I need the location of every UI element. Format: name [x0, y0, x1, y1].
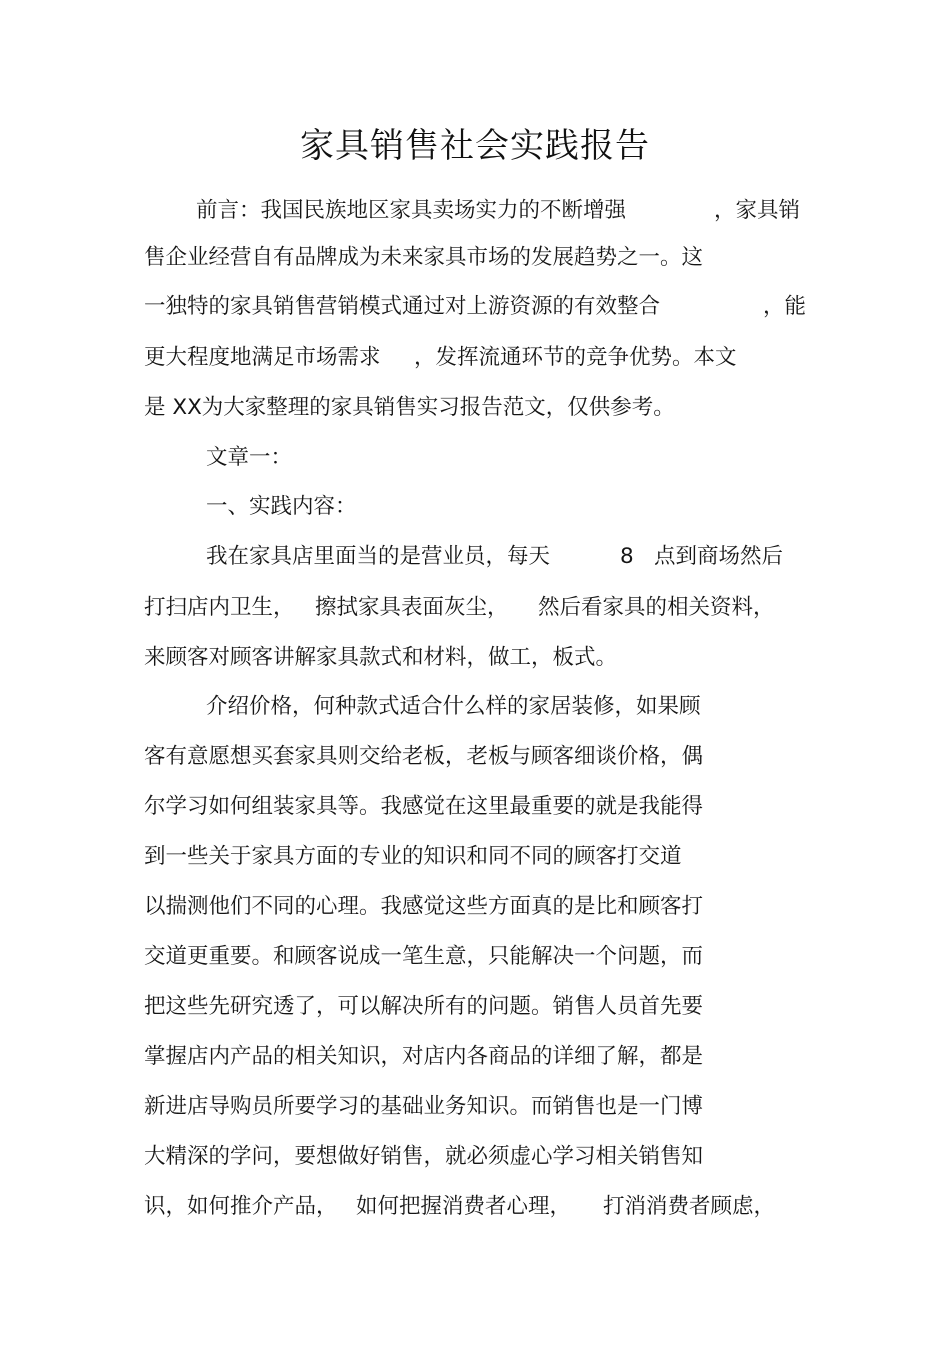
text-line: 尔学习如何组装家具等。我感觉在这里最重要的就是我能得	[144, 794, 704, 819]
text-line: 然后看家具的相关资料，	[538, 595, 775, 620]
text-line: 掌握店内产品的相关知识，对店内各商品的详细了解，都是	[144, 1044, 704, 1069]
text-line: 大精深的学问，要想做好销售，就必须虚心学习相关销售知	[144, 1144, 704, 1169]
text-line: 如何把握消费者心理，	[356, 1194, 572, 1219]
text-line: 介绍价格，何种款式适合什么样的家居装修，如果顾	[206, 694, 701, 719]
text-line: 以揣测他们不同的心理。我感觉这些方面真的是比和顾客打	[144, 894, 704, 919]
text-line: 一独特的家具销售营销模式通过对上游资源的有效整合	[144, 294, 661, 319]
text-line: 新进店导购员所要学习的基础业务知识。而销售也是一门博	[144, 1094, 704, 1119]
text-line: 来顾客对顾客讲解家具款式和材料，做工，板式。	[144, 645, 618, 670]
text-line: 前言：我国民族地区家具卖场实力的不断增强	[196, 198, 627, 223]
text-line: 打消消费者顾虑，	[603, 1194, 776, 1219]
text-line: ，能	[763, 294, 807, 319]
text-line: 是 XX为大家整理的家具销售实习报告范文，仅供参考。	[144, 395, 675, 420]
text-line: ，发挥流通环节的竞争优势。本文	[414, 345, 737, 370]
text-line: 把这些先研究透了，可以解决所有的问题。销售人员首先要	[144, 994, 704, 1019]
text-line: 售企业经营自有品牌成为未来家具市场的发展趋势之一。这	[144, 245, 704, 270]
text-line: 我在家具店里面当的是营业员，每天	[206, 544, 551, 569]
page-title: 家具销售社会实践报告	[300, 126, 650, 166]
section-heading: 文章一：	[206, 445, 293, 470]
text-line: 交道更重要。和顾客说成一笔生意，只能解决一个问题，而	[144, 944, 704, 969]
text-line: 打扫店内卫生，	[144, 595, 295, 620]
text-line: 客有意愿想买套家具则交给老板，老板与顾客细谈价格，偶	[144, 744, 704, 769]
text-line: ，家具销	[714, 198, 801, 223]
section-heading: 一、实践内容：	[206, 494, 357, 519]
text-line: 到一些关于家具方面的专业的知识和同不同的顾客打交道	[144, 844, 682, 869]
text-line: 点到商场然后	[654, 544, 784, 569]
text-line: 擦拭家具表面灰尘，	[315, 595, 509, 620]
text-line: 8	[620, 544, 634, 569]
text-line: 识，如何推介产品，	[144, 1194, 338, 1219]
text-line: 更大程度地满足市场需求	[144, 345, 381, 370]
